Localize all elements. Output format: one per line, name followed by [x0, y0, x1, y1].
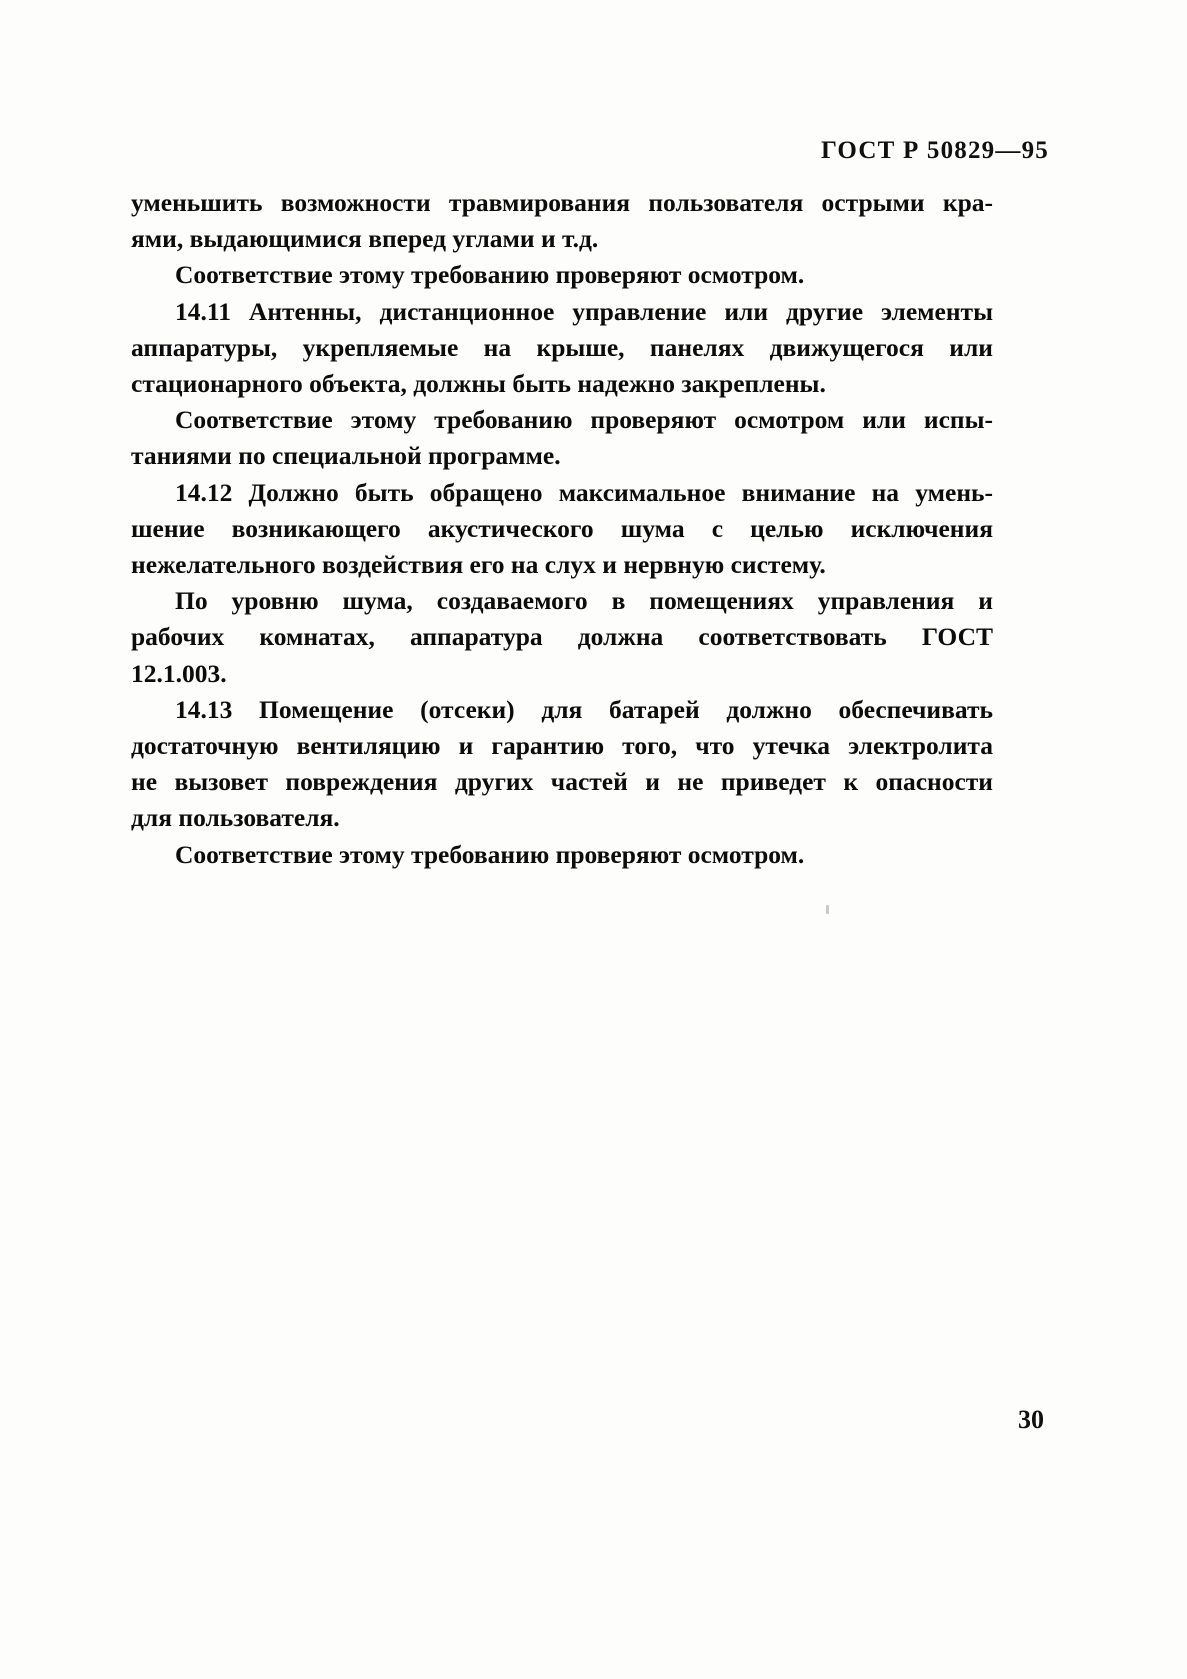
text-line: Соответствие этому требованию проверяют осмотром.: [175, 260, 805, 290]
text-line: По уровню шума, создаваемого в помещениях управления и: [175, 586, 993, 616]
page-text-body: [131, 185, 993, 873]
paragraph-conformity-3: [131, 837, 993, 873]
text-line: 14.12 Должно быть обращено максимальное внимание на умень-: [175, 477, 993, 507]
page-number: 30: [1018, 1405, 1044, 1434]
text-line: стационарного объекта, должны быть надежно закреплены.: [131, 369, 826, 399]
text-line: достаточную вентиляцию и гарантию того, что утечка электролита: [131, 731, 993, 761]
text-line: уменьшить возможности травмирования пользователя острыми кра-: [131, 188, 993, 217]
paragraph-continuation-sharp-edges: [131, 185, 993, 257]
text-line: 14.13 Помещение (отсеки) для батарей должно обеспечивать: [175, 694, 993, 724]
running-head-standard-id: ГОСТ Р 50829—95: [820, 137, 1049, 164]
text-line: 14.11 Антенны, дистанционное управление или другие элементы: [175, 296, 993, 326]
paragraph-noise-level: [131, 583, 993, 692]
text-line: для пользователя.: [131, 803, 340, 833]
text-line: аппаратуры, укрепляемые на крыше, панелях движущегося или: [131, 332, 993, 362]
text-line: Соответствие этому требованию проверяют осмотром или испы-: [175, 405, 993, 435]
text-line: не вызовет повреждения других частей и не приведет к опасности: [131, 767, 993, 797]
paragraph-conformity-1: [131, 257, 993, 293]
text-line: шение возникающего акустического шума с целью исключения: [131, 513, 993, 543]
paragraph-conformity-2: [131, 402, 993, 474]
text-line: таниями по специальной программе.: [131, 441, 561, 471]
text-line: 12.1.003.: [131, 658, 227, 688]
text-line: Соответствие этому требованию проверяют осмотром.: [175, 839, 805, 869]
paragraph-clause-14-13: [131, 692, 993, 837]
text-line: нежелательного воздействия его на слух и нервную систему.: [131, 550, 826, 580]
paragraph-clause-14-12: [131, 475, 993, 584]
paragraph-clause-14-11: [131, 294, 993, 403]
text-line: ями, выдающимися вперед углами и т.д.: [131, 224, 599, 254]
scan-artifact-speck: [826, 905, 829, 914]
text-line: рабочих комнатах, аппаратура должна соответствовать ГОСТ: [131, 622, 993, 652]
